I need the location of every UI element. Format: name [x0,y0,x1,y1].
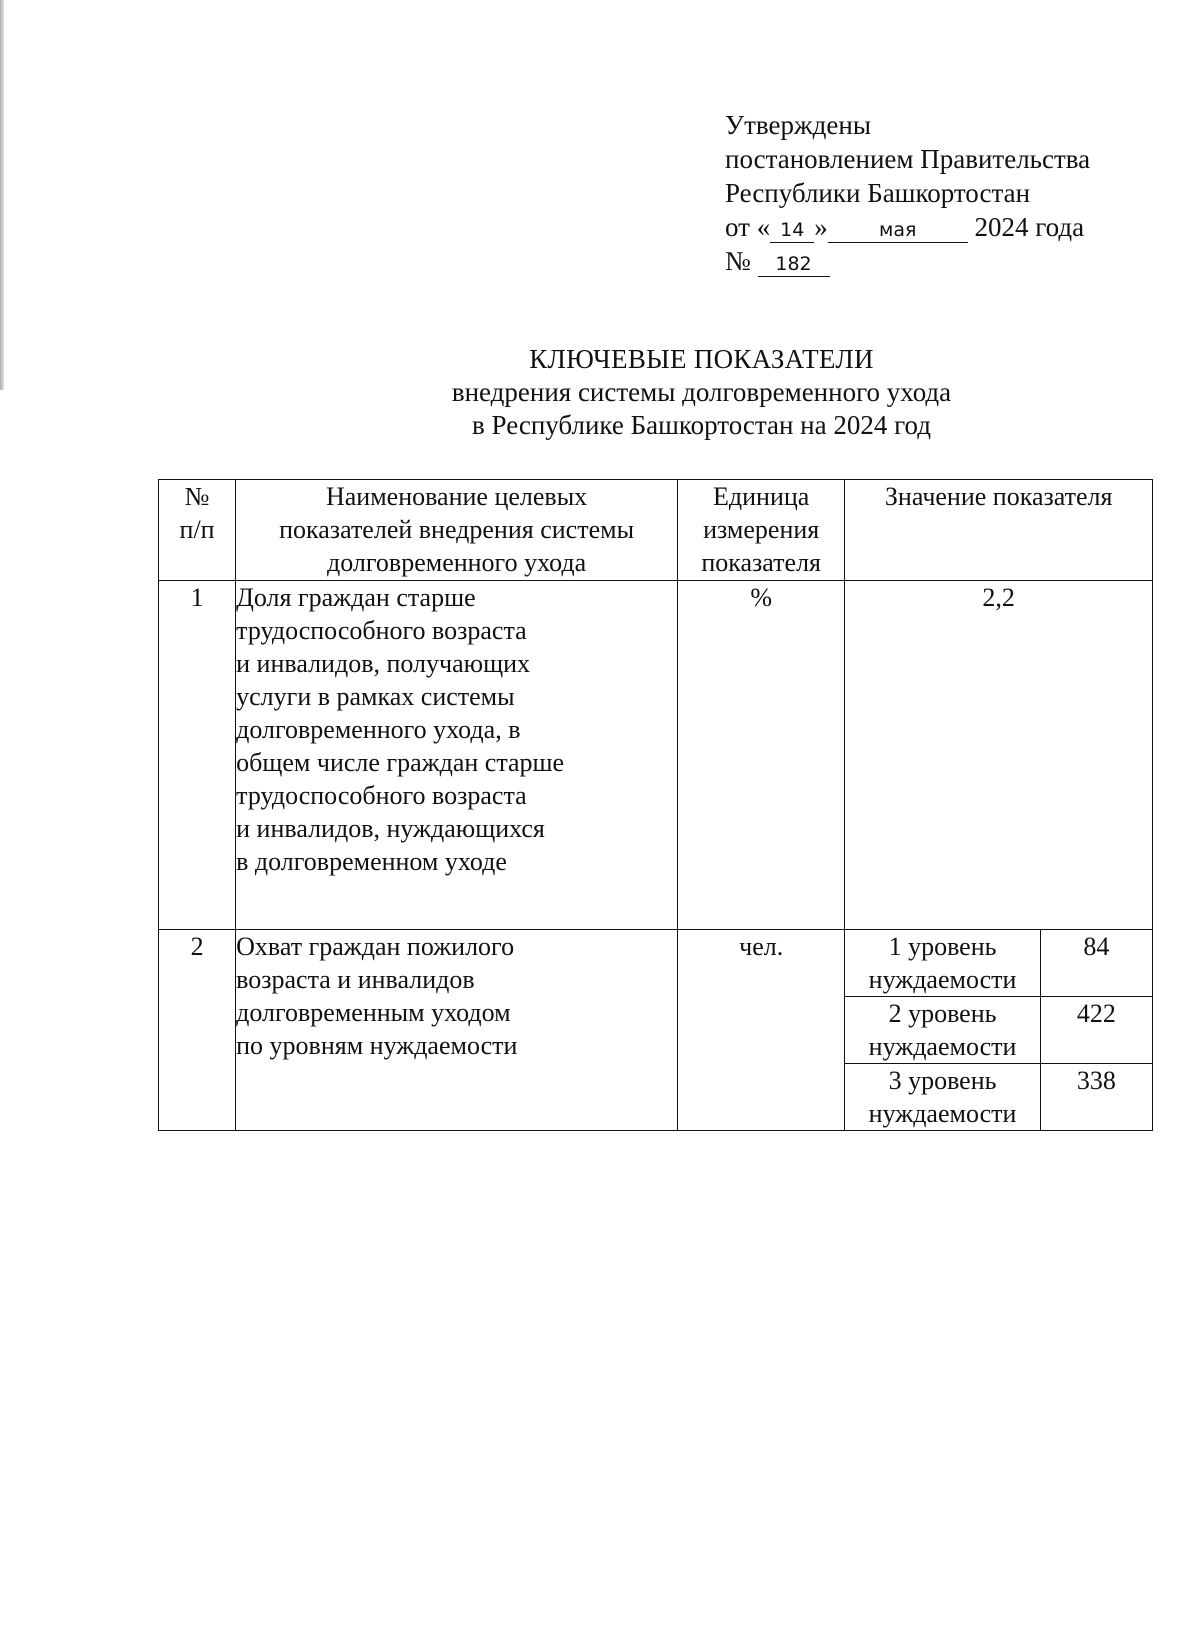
approval-stamp [725,108,1090,278]
scan-edge [0,0,4,390]
row-1-name-line: Доля граждан старше [236,583,476,612]
approval-day: 14 [770,218,814,243]
row-1-unit: % [678,581,845,930]
row-2-num: 2 [159,930,236,1131]
row-1-name [236,581,678,930]
indicators-table [158,479,1153,1131]
title-main: КЛЮЧЕВЫЕ ПОКАЗАТЕЛИ [529,344,874,374]
level-3-label [845,1064,1040,1131]
level-3-label-line1: 3 уровень [888,1066,997,1095]
header-name-line1: Наименование целевых [325,482,588,511]
header-num-line1: № [184,482,210,511]
level-1-label [845,930,1040,997]
approval-month: мая [828,218,968,243]
header-num-line2: п/п [179,515,215,544]
date-mid: » [814,212,828,242]
approval-year: 2024 года [974,212,1085,242]
table-header-row [159,480,1153,581]
approval-date-line [725,210,1090,244]
level-1-label-line1: 1 уровень [888,932,997,961]
row-1-name-line: долговременного ухода, в [236,715,521,744]
level-3-value: 338 [1040,1064,1152,1131]
row-1-name-line: трудоспособного возраста [236,616,527,645]
table-row [159,930,1153,997]
level-2-value: 422 [1040,997,1152,1064]
header-unit-line1: Единица [713,482,810,511]
level-2-label [845,997,1040,1064]
approval-number-line [725,244,1090,278]
row-1-num: 1 [159,581,236,930]
header-unit-line3: показателя [701,548,822,577]
row-2-unit: чел. [678,930,845,1131]
header-name [236,480,678,581]
number-prefix: № [725,246,751,276]
approval-line-1: Утверждены [725,110,871,140]
level-2-label-line1: 2 уровень [888,999,997,1028]
row-2-name-line: по уровням нуждаемости [236,1031,518,1060]
level-1-label-line2: нуждаемости [868,965,1017,994]
header-name-line3: долговременного ухода [327,548,587,577]
header-value: Значение показателя [845,480,1153,581]
row-2-name [236,930,678,1131]
title-sub-2: в Республике Башкортостан на 2024 год [472,410,931,440]
approval-number: 182 [758,252,830,277]
title-sub-1: внедрения системы долговременного ухода [451,377,952,407]
row-1-name-line: и инвалидов, получающих [236,649,530,678]
level-3-label-line2: нуждаемости [868,1099,1017,1128]
approval-line-3: Республики Башкортостан [725,178,1031,208]
row-1-name-line: трудоспособного возраста [236,781,527,810]
row-1-name-line: в долговременном уходе [236,847,507,876]
header-num [159,480,236,581]
row-1-name-line: и инвалидов, нуждающихся [236,814,545,843]
approval-line-2: постановлением Правительства [725,144,1091,174]
row-1-value: 2,2 [845,581,1153,930]
date-prefix: от « [725,212,771,242]
level-1-value: 84 [1040,930,1152,997]
row-1-name-line: общем числе граждан старше [236,748,565,777]
row-2-name-line: возраста и инвалидов [236,965,475,994]
row-1-name-line: услуги в рамках системы [236,682,515,711]
document-title [0,343,1200,442]
row-2-name-line: долговременным уходом [236,998,511,1027]
header-unit-line2: измерения [703,515,820,544]
header-unit [678,480,845,581]
header-name-line2: показателей внедрения системы [279,515,635,544]
level-2-label-line2: нуждаемости [868,1032,1017,1061]
table-row [159,581,1153,930]
row-2-name-line: Охват граждан пожилого [236,932,515,961]
